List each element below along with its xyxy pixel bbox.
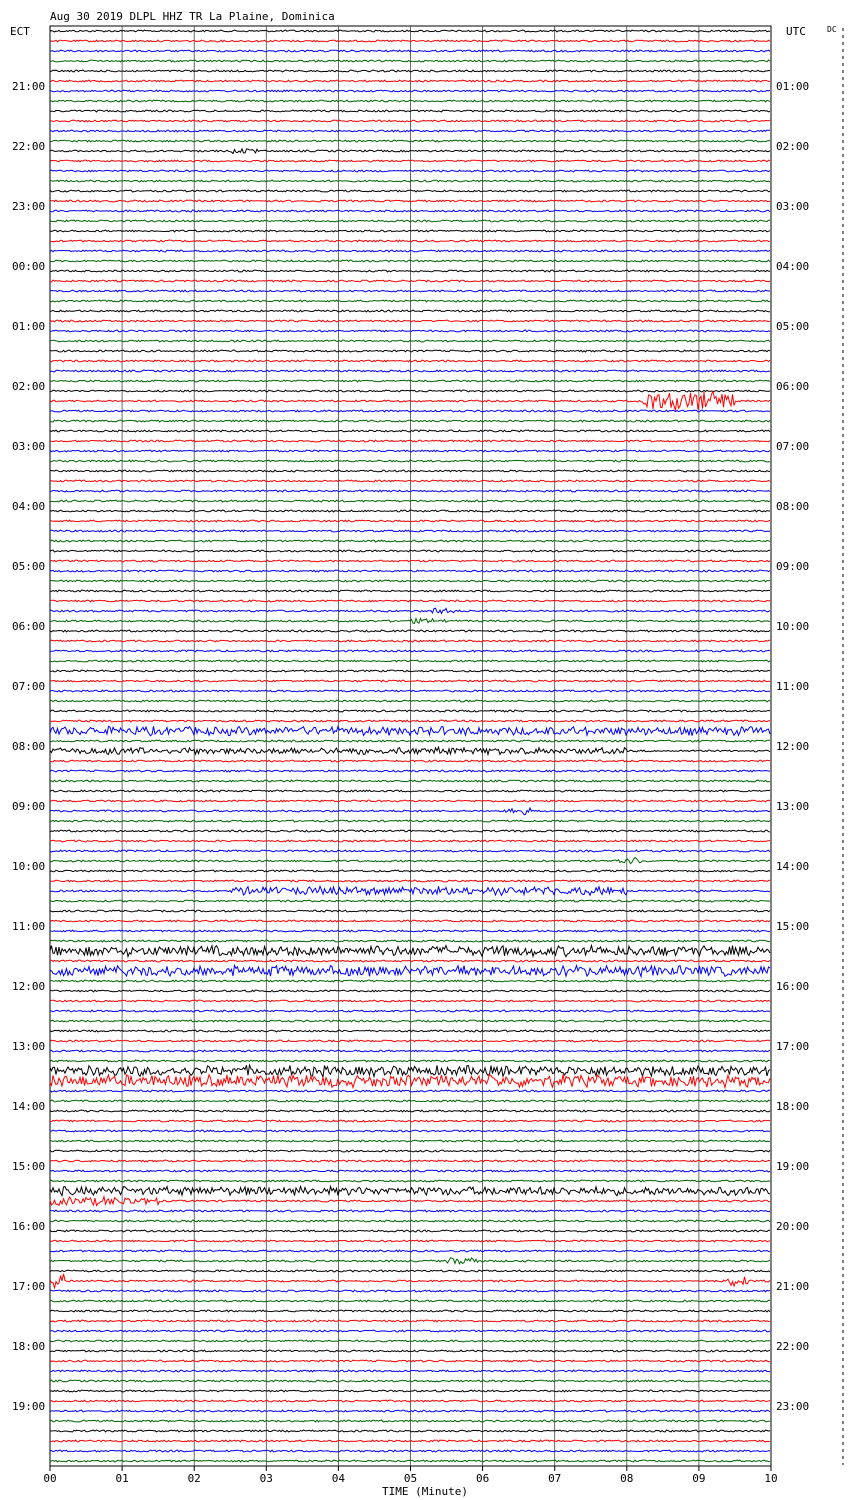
trace-line-3 (50, 60, 770, 62)
trace-line-14 (50, 170, 770, 172)
trace-line-104 (50, 1065, 770, 1077)
trace-line-21 (50, 240, 770, 242)
trace-line-0 (50, 30, 770, 32)
trace-line-76 (50, 790, 770, 792)
trace-line-48 (50, 510, 770, 512)
left-time-label: 12:00 (12, 980, 46, 993)
right-time-label: 17:00 (776, 1040, 810, 1053)
left-time-label: 14:00 (12, 1100, 46, 1113)
trace-line-38 (50, 410, 770, 412)
trace-line-128 (50, 1310, 770, 1312)
trace-line-25 (50, 280, 770, 282)
trace-line-36 (50, 390, 770, 392)
trace-line-139 (50, 1420, 770, 1422)
left-time-label: 00:00 (12, 260, 46, 273)
trace-line-59 (50, 618, 770, 623)
trace-line-113 (50, 1160, 770, 1162)
trace-line-75 (50, 780, 770, 782)
trace-line-41 (50, 440, 770, 442)
trace-line-80 (50, 830, 770, 832)
left-time-label: 06:00 (12, 620, 46, 633)
right-time-label: 21:00 (776, 1280, 810, 1293)
trace-line-55 (50, 580, 770, 582)
left-time-label: 18:00 (12, 1340, 46, 1353)
trace-line-9 (50, 120, 770, 122)
trace-line-107 (50, 1100, 770, 1102)
trace-line-92 (50, 946, 770, 957)
left-time-label: 04:00 (12, 500, 46, 513)
trace-line-56 (50, 590, 770, 592)
trace-line-134 (50, 1370, 770, 1372)
trace-line-8 (50, 110, 770, 112)
left-time-label: 15:00 (12, 1160, 46, 1173)
trace-line-135 (50, 1380, 770, 1382)
right-time-label: 11:00 (776, 680, 810, 693)
trace-line-111 (50, 1140, 770, 1142)
trace-line-44 (50, 470, 770, 472)
dc-label: DC (827, 25, 837, 34)
trace-line-60 (50, 630, 770, 632)
trace-line-24 (50, 270, 770, 272)
trace-line-142 (50, 1450, 770, 1452)
right-time-label: 23:00 (776, 1400, 810, 1413)
trace-line-89 (50, 920, 770, 922)
trace-line-2 (50, 50, 770, 52)
trace-line-121 (50, 1240, 770, 1242)
trace-line-102 (50, 1050, 770, 1052)
trace-line-45 (50, 480, 770, 482)
right-time-label: 16:00 (776, 980, 810, 993)
trace-line-62 (50, 650, 770, 652)
trace-line-90 (50, 930, 770, 932)
trace-line-16 (50, 190, 770, 192)
trace-line-32 (50, 350, 770, 352)
trace-line-81 (50, 840, 770, 842)
trace-line-123 (50, 1258, 770, 1264)
trace-line-30 (50, 330, 770, 332)
trace-line-93 (50, 960, 770, 962)
right-time-label: 02:00 (776, 140, 810, 153)
trace-line-12 (50, 149, 770, 154)
trace-line-78 (50, 808, 770, 815)
trace-line-42 (50, 450, 770, 452)
trace-line-17 (50, 200, 770, 202)
trace-line-83 (50, 858, 770, 864)
right-time-label: 12:00 (776, 740, 810, 753)
trace-line-99 (50, 1020, 770, 1022)
left-time-label: 02:00 (12, 380, 46, 393)
right-time-label: 03:00 (776, 200, 810, 213)
trace-line-117 (50, 1197, 770, 1206)
trace-line-40 (50, 430, 770, 432)
trace-line-63 (50, 660, 770, 662)
trace-line-18 (50, 210, 770, 212)
trace-line-43 (50, 460, 770, 462)
trace-line-26 (50, 290, 770, 292)
trace-line-46 (50, 490, 770, 492)
x-tick-label: 01 (115, 1472, 129, 1485)
x-tick-label: 07 (548, 1472, 562, 1485)
right-time-label: 07:00 (776, 440, 810, 453)
trace-line-119 (50, 1220, 770, 1222)
trace-line-127 (50, 1300, 770, 1302)
trace-line-143 (50, 1460, 770, 1462)
trace-line-52 (50, 550, 770, 552)
right-time-label: 09:00 (776, 560, 810, 573)
trace-line-27 (50, 300, 770, 302)
trace-line-82 (50, 850, 770, 852)
trace-line-84 (50, 870, 770, 872)
x-tick-label: 10 (764, 1472, 778, 1485)
trace-line-61 (50, 640, 770, 642)
trace-line-124 (50, 1270, 770, 1272)
left-time-label: 03:00 (12, 440, 46, 453)
trace-line-94 (50, 965, 770, 976)
trace-line-5 (50, 80, 770, 82)
trace-line-71 (50, 740, 770, 742)
trace-line-50 (50, 530, 770, 532)
trace-line-23 (50, 260, 770, 262)
trace-line-97 (50, 1000, 770, 1002)
trace-line-58 (50, 608, 770, 613)
trace-line-7 (50, 100, 770, 102)
right-time-label: 05:00 (776, 320, 810, 333)
trace-line-6 (50, 90, 770, 92)
trace-line-69 (50, 720, 770, 722)
trace-line-35 (50, 380, 770, 382)
left-time-label: 22:00 (12, 140, 46, 153)
trace-line-108 (50, 1110, 770, 1112)
x-tick-label: 00 (43, 1472, 57, 1485)
trace-line-49 (50, 520, 770, 522)
trace-line-70 (50, 726, 770, 736)
left-timezone-label: ECT (10, 25, 30, 38)
left-time-label: 09:00 (12, 800, 46, 813)
trace-line-122 (50, 1250, 770, 1252)
trace-line-33 (50, 360, 770, 362)
trace-line-132 (50, 1350, 770, 1352)
trace-line-72 (50, 747, 770, 754)
trace-line-140 (50, 1430, 770, 1432)
trace-line-138 (50, 1410, 770, 1412)
trace-line-110 (50, 1130, 770, 1132)
trace-line-34 (50, 370, 770, 372)
trace-line-120 (50, 1230, 770, 1232)
right-time-label: 14:00 (776, 860, 810, 873)
trace-line-4 (50, 70, 770, 72)
trace-line-15 (50, 180, 770, 182)
trace-line-73 (50, 760, 770, 762)
trace-line-51 (50, 540, 770, 542)
seismic-traces (50, 30, 770, 1462)
trace-line-125 (50, 1274, 770, 1288)
trace-line-29 (50, 320, 770, 322)
trace-line-13 (50, 160, 770, 162)
trace-line-105 (50, 1075, 770, 1088)
trace-line-37 (50, 391, 770, 410)
x-tick-label: 09 (692, 1472, 706, 1485)
trace-line-95 (50, 980, 770, 982)
trace-line-1 (50, 40, 770, 42)
trace-line-68 (50, 710, 770, 712)
right-timezone-label: UTC (786, 25, 806, 38)
right-time-label: 08:00 (776, 500, 810, 513)
x-tick-label: 03 (259, 1472, 273, 1485)
trace-line-109 (50, 1120, 770, 1122)
x-tick-label: 06 (475, 1472, 490, 1485)
trace-line-31 (50, 340, 770, 342)
right-time-label: 15:00 (776, 920, 810, 933)
trace-line-88 (50, 910, 770, 912)
left-time-label: 10:00 (12, 860, 46, 873)
left-time-label: 16:00 (12, 1220, 46, 1233)
x-axis-label: TIME (Minute) (381, 1485, 469, 1498)
trace-line-112 (50, 1150, 770, 1152)
trace-line-87 (50, 900, 770, 902)
left-time-label: 11:00 (12, 920, 46, 933)
trace-line-118 (50, 1210, 770, 1212)
trace-line-64 (50, 670, 770, 672)
trace-line-65 (50, 680, 770, 682)
trace-line-39 (50, 420, 770, 422)
trace-line-57 (50, 600, 770, 602)
left-time-label: 21:00 (12, 80, 46, 93)
right-time-label: 10:00 (776, 620, 810, 633)
right-time-label: 06:00 (776, 380, 810, 393)
right-time-label: 04:00 (776, 260, 810, 273)
trace-line-116 (50, 1186, 770, 1195)
trace-line-141 (50, 1440, 770, 1442)
trace-line-85 (50, 880, 770, 882)
trace-line-103 (50, 1060, 770, 1062)
chart-title: Aug 30 2019 DLPL HHZ TR La Plaine, Dominica (50, 10, 335, 23)
left-time-label: 07:00 (12, 680, 46, 693)
trace-line-98 (50, 1010, 770, 1012)
trace-line-130 (50, 1330, 770, 1332)
left-time-label: 17:00 (12, 1280, 46, 1293)
trace-line-66 (50, 690, 770, 692)
trace-line-129 (50, 1320, 770, 1322)
x-tick-label: 05 (403, 1472, 418, 1485)
trace-line-20 (50, 230, 770, 232)
trace-line-115 (50, 1180, 770, 1182)
trace-line-28 (50, 310, 770, 312)
trace-line-137 (50, 1400, 770, 1402)
trace-line-74 (50, 770, 770, 772)
trace-line-131 (50, 1340, 770, 1342)
trace-line-96 (50, 990, 770, 992)
trace-line-91 (50, 940, 770, 942)
right-time-label: 20:00 (776, 1220, 810, 1233)
x-axis-ticks (43, 1466, 777, 1485)
left-time-label: 08:00 (12, 740, 46, 753)
trace-line-106 (50, 1090, 770, 1092)
trace-line-53 (50, 560, 770, 562)
right-time-label: 18:00 (776, 1100, 810, 1113)
trace-line-10 (50, 130, 770, 132)
x-tick-label: 08 (620, 1472, 634, 1485)
trace-line-101 (50, 1040, 770, 1042)
left-time-label: 01:00 (12, 320, 46, 333)
right-time-label: 13:00 (776, 800, 810, 813)
left-time-label: 13:00 (12, 1040, 46, 1053)
trace-line-136 (50, 1390, 770, 1392)
trace-line-19 (50, 220, 770, 222)
left-time-label: 23:00 (12, 200, 46, 213)
trace-line-86 (50, 886, 770, 895)
trace-line-77 (50, 800, 770, 802)
left-time-label: 19:00 (12, 1400, 46, 1413)
left-time-label: 05:00 (12, 560, 46, 573)
trace-line-126 (50, 1290, 770, 1292)
trace-line-79 (50, 820, 770, 822)
trace-line-11 (50, 140, 770, 142)
trace-line-67 (50, 700, 770, 702)
trace-line-54 (50, 570, 770, 572)
x-tick-label: 02 (187, 1472, 201, 1485)
right-time-label: 19:00 (776, 1160, 810, 1173)
trace-line-22 (50, 250, 770, 252)
trace-line-100 (50, 1030, 770, 1032)
right-time-label: 22:00 (776, 1340, 810, 1353)
trace-line-47 (50, 500, 770, 502)
x-tick-label: 04 (331, 1472, 346, 1485)
trace-line-133 (50, 1360, 770, 1362)
right-time-label: 01:00 (776, 80, 810, 93)
trace-line-114 (50, 1170, 770, 1172)
